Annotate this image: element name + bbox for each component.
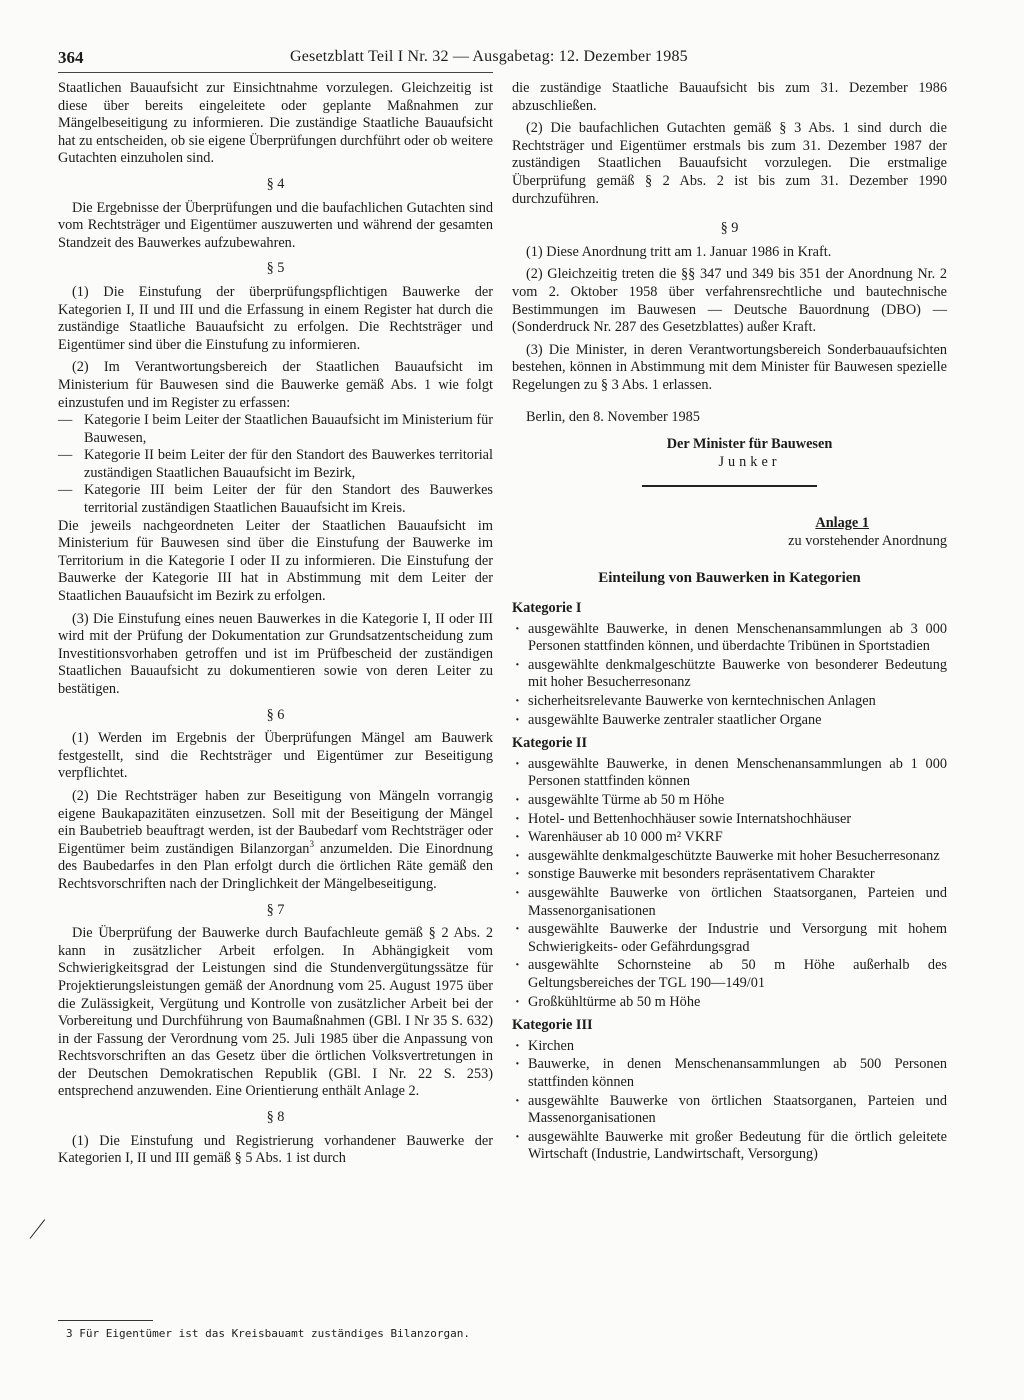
paragraph	[58, 788, 493, 894]
list-item: · ausgewählte Schornsteine ab 50 m Höhe außerhalb des Geltungsbereiches der TGL 190—149/01	[512, 957, 947, 992]
category-heading: Kategorie II	[512, 735, 588, 752]
minister-name: Junker	[718, 453, 781, 470]
minister-title: Der Minister für Bauwesen	[666, 436, 833, 453]
page-header	[58, 48, 954, 70]
paragraph: (1) Die Einstufung der überprüfungspflichtigen Bauwerke der Kategorien I, II und III und die Erfassung in einem Register hat durch die zuständige Staatliche Bauaufsicht zu erfolgen. Die Rechtsträger und Eigentümer sind über die Einstufung zu informieren.	[58, 283, 493, 353]
list-item: · ausgewählte Türme ab 50 m Höhe	[512, 792, 947, 810]
place-date: Berlin, den 8. November 1985	[526, 408, 700, 425]
right-column	[512, 80, 947, 1168]
list-item: — Kategorie I beim Leiter der Staatlichen Bauaufsicht im Ministerium für Bauwesen,	[58, 412, 493, 447]
list-item: — Kategorie II beim Leiter der für den Standort des Bauwerkes territorial zuständigen Staatlichen Bauaufsicht im Bezirk,	[58, 447, 493, 482]
list-item: · ausgewählte Bauwerke, in denen Menschenansammlungen ab 1 000 Personen stattfinden können	[512, 756, 947, 791]
paragraph: (3) Die Einstufung eines neuen Bauwerkes in die Kategorie I, II oder III wird mit der Prüfung der Dokumentation zur Grundsatzentscheidung zum Investitionsvorhaben getroffen und ist im Prüfbescheid der zuständigen Staatlichen Bauaufsicht zu dokumentieren sowie von deren Leiter zu bestätigen.	[58, 610, 493, 697]
left-column	[58, 80, 493, 1173]
category-list	[512, 756, 947, 1011]
section-heading-8: § 8	[266, 1109, 285, 1126]
paragraph: (2) Die baufachlichen Gutachten gemäß § 3 Abs. 1 sind durch die Rechtsträger und Eigentümer erstmals bis zum 31. Dezember 1987 der zuständigen Staatlichen Bauaufsicht vorzulegen. Die erstmalige Überprüfung gemäß § 2 Abs. 2 ist bis zum 31. Dezember 1990 durchzuführen.	[512, 120, 947, 207]
list-item: · Kirchen	[512, 1038, 947, 1056]
section-heading-5: § 5	[266, 260, 285, 277]
list-item: · Bauwerke, in denen Menschenansammlungen ab 500 Personen stattfinden können	[512, 1056, 947, 1091]
paragraph: die zuständige Staatliche Bauaufsicht bis zum 31. Dezember 1986 abzuschließen.	[512, 80, 947, 114]
list-item: · ausgewählte denkmalgeschützte Bauwerke von besonderer Bedeutung mit hoher Besucherresonanz	[512, 657, 947, 692]
footnote-ref: 3	[309, 838, 314, 849]
paragraph: Die jeweils nachgeordneten Leiter der Staatlichen Bauaufsicht im Ministerium für Bauwesen sind über die Einstufung der Bauwerke im Territorium in die Kategorie I oder II zu informieren. Die Einstufung der Bauwerke der Kategorie III hat in Abstimmung mit dem Leiter der Staatlichen Bauaufsicht im Bezirk zu erfolgen.	[58, 517, 493, 605]
list-item: · ausgewählte denkmalgeschützte Bauwerke mit hoher Besucherresonanz	[512, 848, 947, 866]
annex-subtitle: zu vorstehender Anordnung	[788, 532, 947, 549]
section-heading-7: § 7	[266, 901, 285, 918]
list-item: · ausgewählte Bauwerke von örtlichen Staatsorganen, Parteien und Massenorganisationen	[512, 885, 947, 920]
appendix-title: Einteilung von Bauwerken in Kategorien	[598, 570, 861, 587]
list-item: · Hotel- und Bettenhochhäuser sowie Internatshochhäuser	[512, 811, 947, 829]
header-rule	[58, 72, 493, 73]
annex-title	[512, 515, 869, 533]
paragraph: Die Ergebnisse der Überprüfungen und die baufachlichen Gutachten sind vom Rechtsträger und Eigentümer auszuwerten und während der gesamten Standzeit des Bauwerkes aufzubewahren.	[58, 199, 493, 251]
list-item: · ausgewählte Bauwerke von örtlichen Staatsorganen, Parteien und Massenorganisationen	[512, 1093, 947, 1128]
paragraph: (1) Werden im Ergebnis der Überprüfungen Mängel am Bauwerk festgestellt, sind die Rechtsträger und Eigentümer zur Beseitigung verpflichtet.	[58, 730, 493, 782]
section-heading-6: § 6	[266, 706, 285, 723]
paragraph: Staatlichen Bauaufsicht zur Einsichtnahme vorzulegen. Gleichzeitig ist diese über bereits eingeleitete oder geplante Maßnahmen zur Mängelbeseitigung zu informieren. Die zuständige Staatliche Bauaufsicht hat zu entscheiden, ob sie eigene Überprüfungen durchführt oder ob weitere Gutachten einzuholen sind.	[58, 80, 493, 167]
list-item: · ausgewählte Bauwerke, in denen Menschenansammlungen ab 3 000 Personen stattfinden können, und überdachte Tribünen in Sportstadien	[512, 621, 947, 656]
section-heading-4: § 4	[266, 175, 285, 192]
paragraph: (2) Im Verantwortungsbereich der Staatlichen Bauaufsicht im Ministerium für Bauwesen sind die Bauwerke gemäß Abs. 1 wie folgt einzustufen und im Register zu erfassen:	[58, 359, 493, 411]
text-run: (2) Die Rechtsträger haben zur Beseitigung von Mängeln vorrangig eigene Baukapazitäten einzusetzen. Soll mit der Beseitigung der Mängel ein Baubetrieb beauftragt werden, ist der Baubedarf vom Rechtsträger oder Eigentümer beim zuständigen Bilanzorgan	[58, 787, 493, 857]
list-item: · ausgewählte Bauwerke zentraler staatlicher Organe	[512, 712, 947, 730]
text-run: anzumelden. Die Einordnung des Baubedarfes in den Plan erfolgt durch die örtlichen Räte gemäß den Rechtsvorschriften nach der Dringlichkeit der Mängelbeseitigung.	[58, 840, 494, 892]
annex-title-text: Anlage 1	[815, 515, 869, 532]
list-item: · ausgewählte Bauwerke mit großer Bedeutung für die örtlich geleitete Wirtschaft (Industrie, Landwirtschaft, Versorgung)	[512, 1129, 947, 1164]
paragraph: Die Überprüfung der Bauwerke durch Baufachleute gemäß § 2 Abs. 2 kann in zusätzlicher Arbeit erfolgen. In Abhängigkeit vom Schwierigkeitsgrad der Leistungen sind die Stundenvergütungssätze für Projektierungsleistungen gemäß der Anordnung vom 25. August 1975 über die Zulässigkeit, Vergütung und Kontrolle von zusätzlicher Arbeit bei der Vorbereitung und Durchführung von Baumaßnahmen (GBl. I Nr 35 S. 632) in der Fassung der Verordnung vom 25. Juli 1985 über die Anpassung von Rechtsvorschriften an das Gesetz über die örtlichen Volksvertretungen in der Deutschen Demokratischen Republik (GBl. I Nr. 22 S. 253) entsprechend anzuwenden. Eine Orientierung enthält Anlage 2.	[58, 925, 493, 1100]
footnote: 3 Für Eigentümer ist das Kreisbauamt zuständiges Bilanzorgan.	[66, 1327, 470, 1340]
list-item: · Großkühltürme ab 50 m Höhe	[512, 994, 947, 1012]
list-item: · sonstige Bauwerke mit besonders repräsentativem Charakter	[512, 866, 947, 884]
category-heading: Kategorie III	[512, 1017, 593, 1034]
running-title: Gesetzblatt Teil I Nr. 32 — Ausgabetag: 12. Dezember 1985	[290, 48, 688, 65]
paragraph: (2) Gleichzeitig treten die §§ 347 und 349 bis 351 der Anordnung Nr. 2 vom 2. Oktober 1958 über verfahrensrechtliche und bautechnische Bestimmungen im Bauwesen — Deutsche Bauordnung (DBO) — (Sonderdruck Nr. 287 des Gesetzblattes) außer Kraft.	[512, 266, 947, 336]
paragraph: (3) Die Minister, in deren Verantwortungsbereich Sonderbauaufsichten bestehen, können in Abstimmung mit dem Minister für Bauwesen spezielle Regelungen zu § 3 Abs. 1 erlassen.	[512, 341, 947, 393]
section-heading-9: § 9	[720, 220, 739, 237]
category-heading: Kategorie I	[512, 600, 582, 617]
list-item: · Warenhäuser ab 10 000 m² VKRF	[512, 829, 947, 847]
paragraph: (1) Die Einstufung und Registrierung vorhandener Bauwerke der Kategorien I, II und III gemäß § 5 Abs. 1 ist durch	[58, 1132, 493, 1167]
list-item: · ausgewählte Bauwerke der Industrie und Versorgung mit hohem Schwierigkeits- oder Gefährdungsgrad	[512, 921, 947, 956]
category-list	[512, 1038, 947, 1164]
signature-rule	[642, 485, 817, 487]
list-item: — Kategorie III beim Leiter der für den Standort des Bauwerkes territorial zuständigen Staatlichen Bauaufsicht im Kreis.	[58, 482, 493, 517]
category-assignment-list	[58, 412, 493, 518]
category-list	[512, 621, 947, 730]
paragraph: (1) Diese Anordnung tritt am 1. Januar 1986 in Kraft.	[526, 243, 832, 260]
page-number: 364	[58, 48, 84, 67]
footnote-rule	[58, 1320, 153, 1321]
margin-mark	[30, 1219, 46, 1239]
list-item: · sicherheitsrelevante Bauwerke von kerntechnischen Anlagen	[512, 693, 947, 711]
